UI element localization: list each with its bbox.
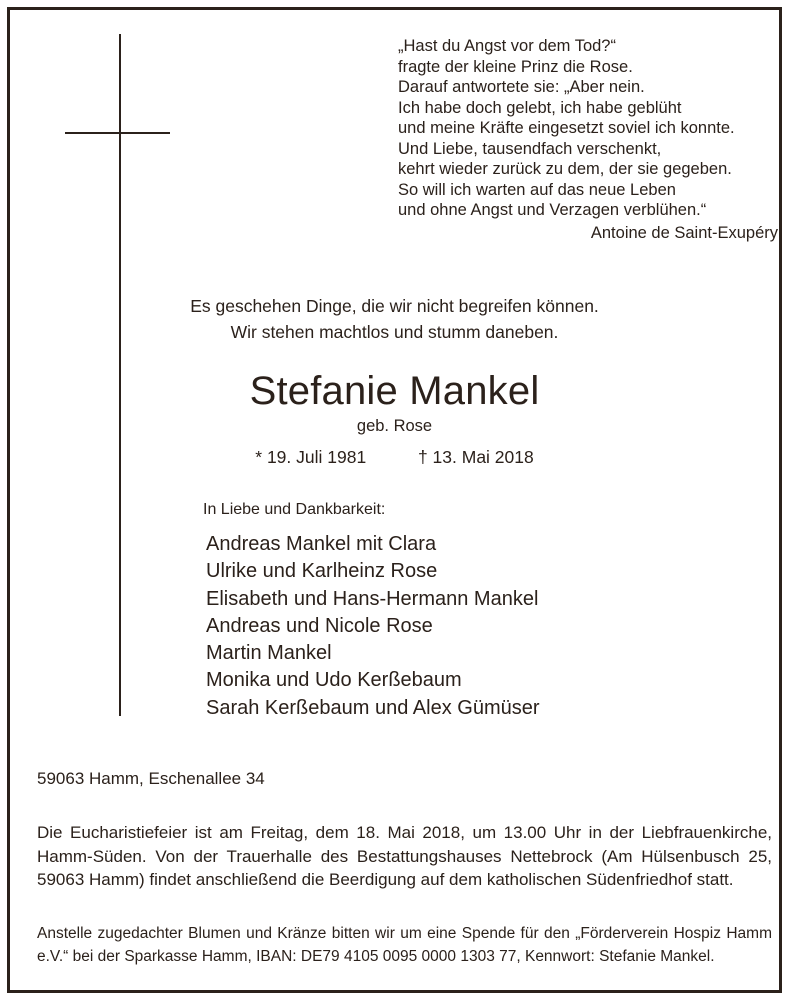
- list-item: Andreas und Nicole Rose: [206, 614, 433, 637]
- deceased-name-block: [10, 368, 779, 469]
- birth-date: 19. Juli 1981: [266, 447, 367, 467]
- deceased-name: Stefanie Mankel: [249, 369, 540, 413]
- list-item: Elisabeth und Hans-Hermann Mankel: [206, 587, 539, 610]
- poem-author: Antoine de Saint-Exupéry: [590, 223, 778, 242]
- poem-line: Darauf antwortete sie: „Aber nein.: [398, 78, 645, 96]
- family-heading: In Liebe und Dankbarkeit:: [203, 501, 386, 518]
- family-block: [203, 499, 726, 722]
- death-date: 13. Mai 2018: [432, 447, 534, 467]
- donation-request-paragraph: [37, 923, 772, 968]
- list-item: Monika und Udo Kerßebaum: [206, 669, 462, 692]
- service-details-text: Die Eucharistiefeier ist am Freitag, dem 18. Mai 2018, um 13.00 Uhr in der Liebfrauenkirche, Hamm-Süden. Von der Trauerhalle des Bestattungshauses Nettebrock (Am Hülsenbusch 25, 59063 Hamm) findet anschließend die Beerdigung auf dem katholischen Südenfriedhof statt.: [37, 823, 772, 889]
- poem-line: Und Liebe, tausendfach verschenkt,: [398, 139, 662, 158]
- poem-block: [398, 36, 778, 243]
- family-name-list: [206, 531, 726, 722]
- poem-line: Ich habe doch gelebt, ich habe geblüht: [398, 98, 682, 117]
- service-details-paragraph: [37, 821, 772, 892]
- list-item: Andreas Mankel mit Clara: [206, 533, 437, 555]
- poem-line: kehrt wieder zurück zu dem, der sie gegeben.: [398, 160, 732, 178]
- death-symbol: †: [417, 447, 428, 467]
- family-address: 59063 Hamm, Eschenallee 34: [37, 769, 265, 788]
- poem-line: und ohne Angst und Verzagen verblühen.“: [398, 201, 707, 219]
- list-item: Ulrike und Karlheinz Rose: [206, 560, 438, 583]
- deceased-maiden-name: geb. Rose: [356, 417, 433, 435]
- memorial-intro-line: Wir stehen machtlos und stumm daneben.: [230, 322, 559, 342]
- memorial-intro-line: Es geschehen Dinge, die wir nicht begreifen können.: [190, 296, 599, 316]
- list-item: Martin Mankel: [206, 642, 332, 665]
- poem-line: „Hast du Angst vor dem Tod?“: [398, 37, 616, 55]
- page-content: [10, 10, 779, 990]
- poem-line: So will ich warten auf das neue Leben: [398, 180, 676, 199]
- donation-request-text: Anstelle zugedachter Blumen und Kränze bitten wir um eine Spende für den „Förderverein Hospiz Hamm e.V.“ bei der Sparkasse Hamm, IBAN: DE79 4105 0095 0000 1303 77, Kennwort: Stefanie Mankel.: [37, 925, 772, 965]
- poem-line: fragte der kleine Prinz die Rose.: [398, 57, 633, 76]
- poem-line: und meine Kräfte eingesetzt soviel ich konnte.: [398, 119, 735, 137]
- list-item: Sarah Kerßebaum und Alex Gümüser: [206, 696, 540, 719]
- cross-icon-horizontal-bar: [65, 132, 170, 134]
- memorial-intro: [10, 293, 779, 345]
- birth-symbol: *: [255, 447, 263, 467]
- life-dates: [10, 445, 779, 469]
